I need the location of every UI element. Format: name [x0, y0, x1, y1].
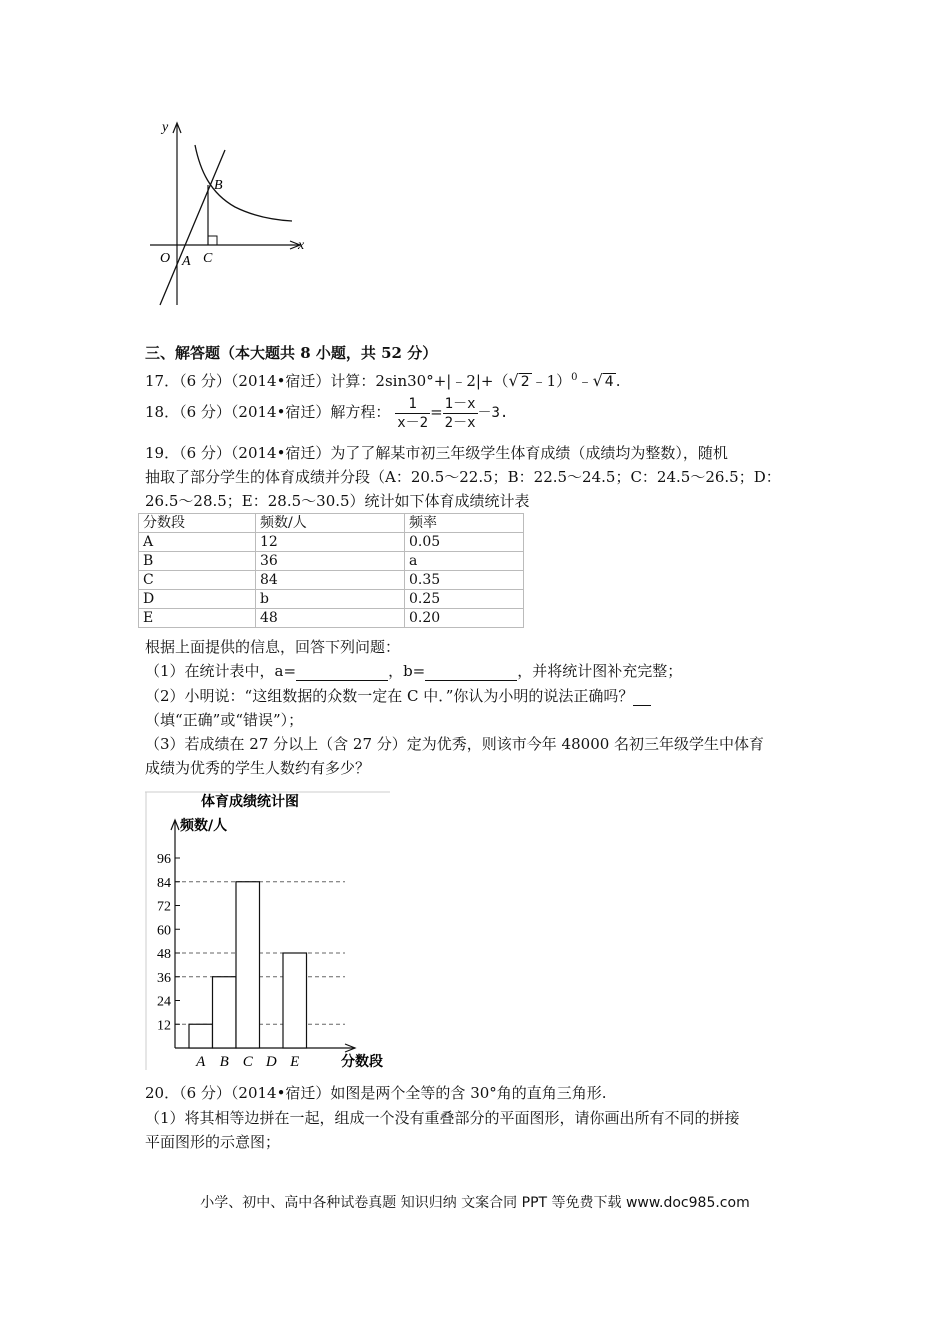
- bar-e: [283, 953, 307, 1048]
- q17-sqrt: 2: [520, 374, 530, 390]
- x-tick-label: C: [242, 1054, 253, 1070]
- chart-title: 体育成绩统计图: [201, 794, 299, 810]
- table-cell: 0.20: [405, 609, 524, 628]
- table-cell: a: [405, 552, 524, 571]
- table-row: [139, 590, 524, 609]
- q19-part1-c: ，并将统计图补充完整；: [517, 662, 683, 680]
- table-cell: 0.05: [405, 533, 524, 552]
- q19-line2: 抽取了部分学生的体育成绩并分段（A：20.5～22.5；B：22.5～24.5；C：24.5～26.5；D：: [145, 468, 781, 486]
- q17-minus: ﹣: [577, 372, 593, 390]
- table-row: [139, 609, 524, 628]
- q18-text: 18．（6 分）（2014•宿迁）解方程：: [145, 403, 391, 421]
- y-tick-label: 24: [157, 994, 171, 1010]
- function-graph: [140, 115, 320, 310]
- q19-part3a: （3）若成绩在 27 分以上（含 27 分）定为优秀，则该市今年 48000 名初三年级学生中体育: [145, 735, 765, 753]
- table-cell: B: [139, 552, 256, 571]
- y-tick-label: 60: [157, 923, 171, 939]
- table-header: 频数/人: [256, 514, 405, 533]
- y-tick-label: 72: [157, 899, 171, 915]
- q19-info: 根据上面提供的信息，回答下列问题：: [145, 638, 401, 656]
- q19-line1: 19．（6 分）（2014•宿迁）为了了解某市初三年级学生体育成绩（成绩均为整数），随机: [145, 444, 728, 462]
- table-cell: 48: [256, 609, 405, 628]
- q18-equals: =: [430, 403, 443, 421]
- table-row: [139, 533, 524, 552]
- q17-mid: ﹣1）: [531, 372, 572, 390]
- page-footer: 小学、初中、高中各种试卷真题 知识归纳 文案合同 PPT 等免费下载 www.doc985.com: [200, 1195, 750, 1211]
- table-row: [139, 552, 524, 571]
- y-tick-label: 48: [157, 947, 171, 962]
- chart-xlabel: 分数段: [341, 1054, 383, 1070]
- q18-tail: －3.: [477, 405, 509, 421]
- table-cell: 84: [256, 571, 405, 590]
- table-cell: C: [139, 571, 256, 590]
- q19-part3b: 成绩为优秀的学生人数约有多少？: [145, 759, 371, 777]
- table-header: 分数段: [139, 514, 256, 533]
- x-tick-label: D: [265, 1054, 277, 1070]
- answer-blank-part2[interactable]: [633, 705, 651, 706]
- q19-part1: [145, 661, 682, 681]
- q19-part2b: （填“正确”或“错误”）；: [145, 711, 304, 729]
- bar-chart: [145, 790, 395, 1072]
- table-cell: 36: [256, 552, 405, 571]
- table-cell: b: [256, 590, 405, 609]
- point-b-label: B: [214, 178, 223, 193]
- q20-line3: 平面图形的示意图；: [145, 1133, 281, 1151]
- q17-exp: 0: [571, 372, 578, 383]
- bar-c: [236, 882, 260, 1048]
- q20-line2: （1）将其相等边拼在一起，组成一个没有重叠部分的平面图形，请你画出所有不同的拼接: [145, 1109, 740, 1127]
- answer-blank-a[interactable]: [296, 680, 388, 681]
- table-cell: E: [139, 609, 256, 628]
- answer-blank-b[interactable]: [425, 680, 517, 681]
- linear-line: [160, 150, 225, 305]
- bar-b: [213, 977, 237, 1048]
- y-tick-label: 12: [157, 1018, 171, 1034]
- table-cell: 0.35: [405, 571, 524, 590]
- table-header-row: [139, 514, 524, 533]
- table-cell: 12: [256, 533, 405, 552]
- bar-a: [189, 1024, 213, 1048]
- chart-ylabel: 频数/人: [180, 818, 228, 834]
- origin-label: O: [160, 251, 171, 266]
- frequency-table: [138, 513, 524, 628]
- y-tick-label: 96: [157, 852, 171, 867]
- q20-line1: 20．（6 分）（2014•宿迁）如图是两个全等的含 30°角的直角三角形.: [145, 1084, 607, 1102]
- x-tick-label: E: [290, 1054, 300, 1070]
- q17-text: 17．（6 分）（2014•宿迁）计算：2sin30°+|﹣2|+（: [145, 372, 509, 390]
- table-header: 频率: [405, 514, 524, 533]
- table-cell: 0.25: [405, 590, 524, 609]
- q18-fraction-2: $\frac{1-x}{2-x}$: [444, 395, 476, 431]
- q18-fraction-1: $\frac{1}{x-2}$: [397, 395, 429, 431]
- question-18: [145, 392, 508, 433]
- y-tick-label: 84: [157, 875, 171, 891]
- q19-part2: [145, 686, 651, 706]
- hyperbola-curve: [195, 145, 292, 221]
- y-tick-label: 36: [157, 970, 171, 986]
- section-title: 三、解答题（本大题共 8 小题，共 52 分）: [145, 344, 438, 362]
- table-cell: A: [139, 533, 256, 552]
- table-cell: D: [139, 590, 256, 609]
- x-tick-label: A: [196, 1054, 206, 1070]
- question-17: 17．（6 分）（2014•宿迁）计算：2sin30°+|﹣2|+（√ 2 ﹣1）$^0$﹣√ 4 .: [145, 371, 621, 390]
- q19-line3: 26.5～28.5；E：28.5～30.5）统计如下体育成绩统计表: [145, 492, 530, 510]
- q19-part2-text: （2）小明说：“这组数据的众数一定在 C 中．”你认为小明的说法正确吗？: [145, 687, 634, 705]
- q17-sqrt-4: 4: [604, 374, 614, 390]
- q19-part1-a: （1）在统计表中，a=: [145, 662, 297, 680]
- q17-end: .: [615, 372, 621, 390]
- x-tick-label: B: [219, 1054, 229, 1070]
- table-row: [139, 571, 524, 590]
- y-axis-label: y: [162, 120, 169, 135]
- x-axis-label: x: [298, 238, 305, 253]
- point-c-label: C: [203, 251, 213, 266]
- point-a-label: A: [182, 254, 191, 269]
- q19-part1-b: ，b=: [388, 662, 426, 680]
